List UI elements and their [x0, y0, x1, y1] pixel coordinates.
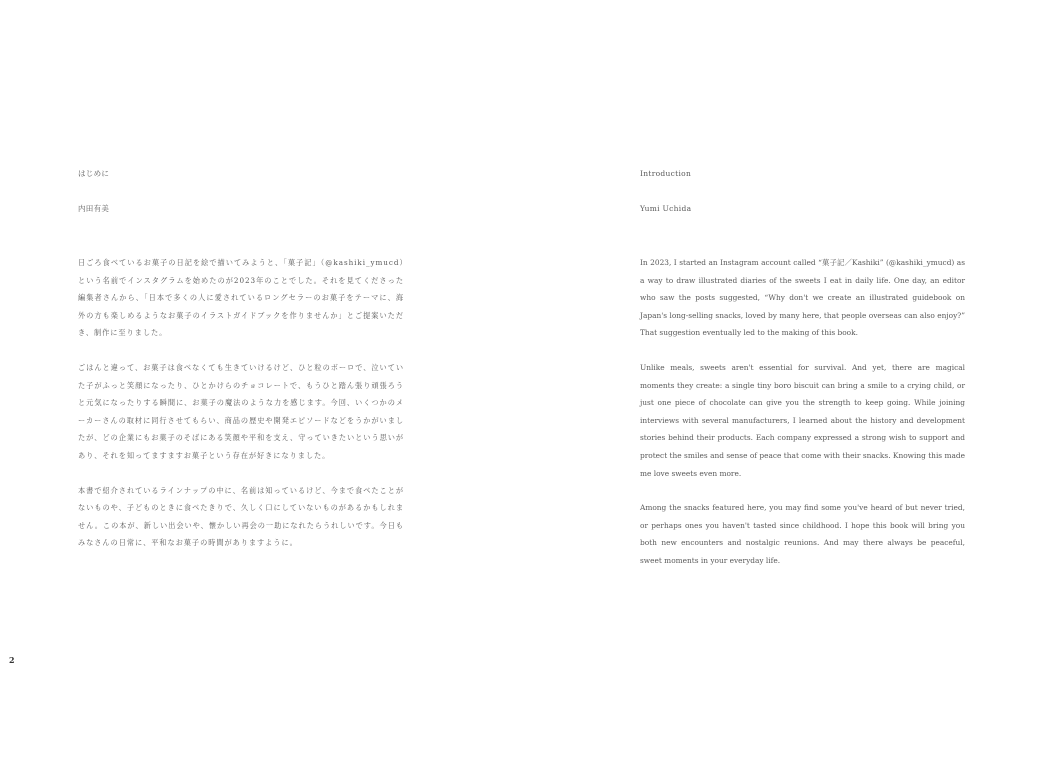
- japanese-author: 内田有美: [78, 204, 110, 213]
- english-column: [640, 168, 965, 587]
- english-heading: Introduction: [640, 169, 692, 178]
- japanese-paragraph-2: ごはんと違って、お菓子は食べなくても生きていけるけど、ひと粒のボーロで、泣いていた子がふっと笑顔になったり、ひとかけらのチョコレートで、もうひと踏ん張り頑張ろうと元気になったりする瞬間に、お菓子の魔法のような力を感じます。今回、いくつかのメーカーさんの取材に同行させてもらい、商品の歴史や開発エピソードなどをうかがいましたが、どの企業にもお菓子のそばにある笑顔や平和を支え、守っていきたいという思いがあり、それを知ってますますお菓子という存在が好きになりました。: [78, 362, 404, 460]
- japanese-body: [78, 254, 404, 552]
- japanese-paragraph-3: 本書で紹介されているラインナップの中に、名前は知っているけど、今まで食べたことがないものや、子どものときに食べたきりで、久しく口にしていないものがあるかもしれません。この本が、新しい出会いや、懐かしい再会の一助になれたらうれしいです。今日もみなさんの日常に、平和なお菓子の時間がありますように。: [78, 485, 404, 548]
- english-paragraph-1: In 2023, I started an Instagram account called “菓子記／Kashiki” (@kashiki_ymucd) as a way to draw illustrated diaries of the sweets I eat in daily life. One day, an editor who saw the posts suggested, “Why don't we create an illustrated guidebook on Japan's long-selling snacks, loved by many here, that people overseas can also enjoy?” That suggestion eventually led to the making of this book.: [640, 258, 965, 338]
- japanese-paragraph-1: 日ごろ食べているお菓子の日記を絵で描いてみようと、「菓子記」（@kashiki_ymucd）という名前でインスタグラムを始めたのが2023年のことでした。それを見てくださった編集者さんから、「日本で多くの人に愛されているロングセラーのお菓子をテーマに、海外の方も楽しめるようなお菓子のイラストガイドブックを作りませんか」とご提案いただき、制作に至りました。: [78, 258, 404, 338]
- english-body: [640, 254, 965, 570]
- english-paragraph-3: Among the snacks featured here, you may find some you've heard of but never tried, or perhaps ones you haven't tasted since childhood. I hope this book will bring you both new encounters and nostalgic reunions. And may there always be peaceful, sweet moments in your everyday life.: [640, 503, 965, 565]
- japanese-column: [78, 168, 404, 569]
- japanese-heading: はじめに: [78, 169, 110, 178]
- english-paragraph-2: Unlike meals, sweets aren't essential for survival. And yet, there are magical moments they create: a single tiny boro biscuit can bring a smile to a crying child, or just one piece of chocolate can give you the strength to keep going. While joining interviews with several manufacturers, I learned about the history and development stories behind their products. Each company expressed a strong wish to support and protect the smiles and sense of peace that come with their snacks. Knowing this made me love sweets even more.: [640, 362, 965, 478]
- page-number: 2: [9, 655, 15, 665]
- english-author: Yumi Uchida: [640, 204, 692, 213]
